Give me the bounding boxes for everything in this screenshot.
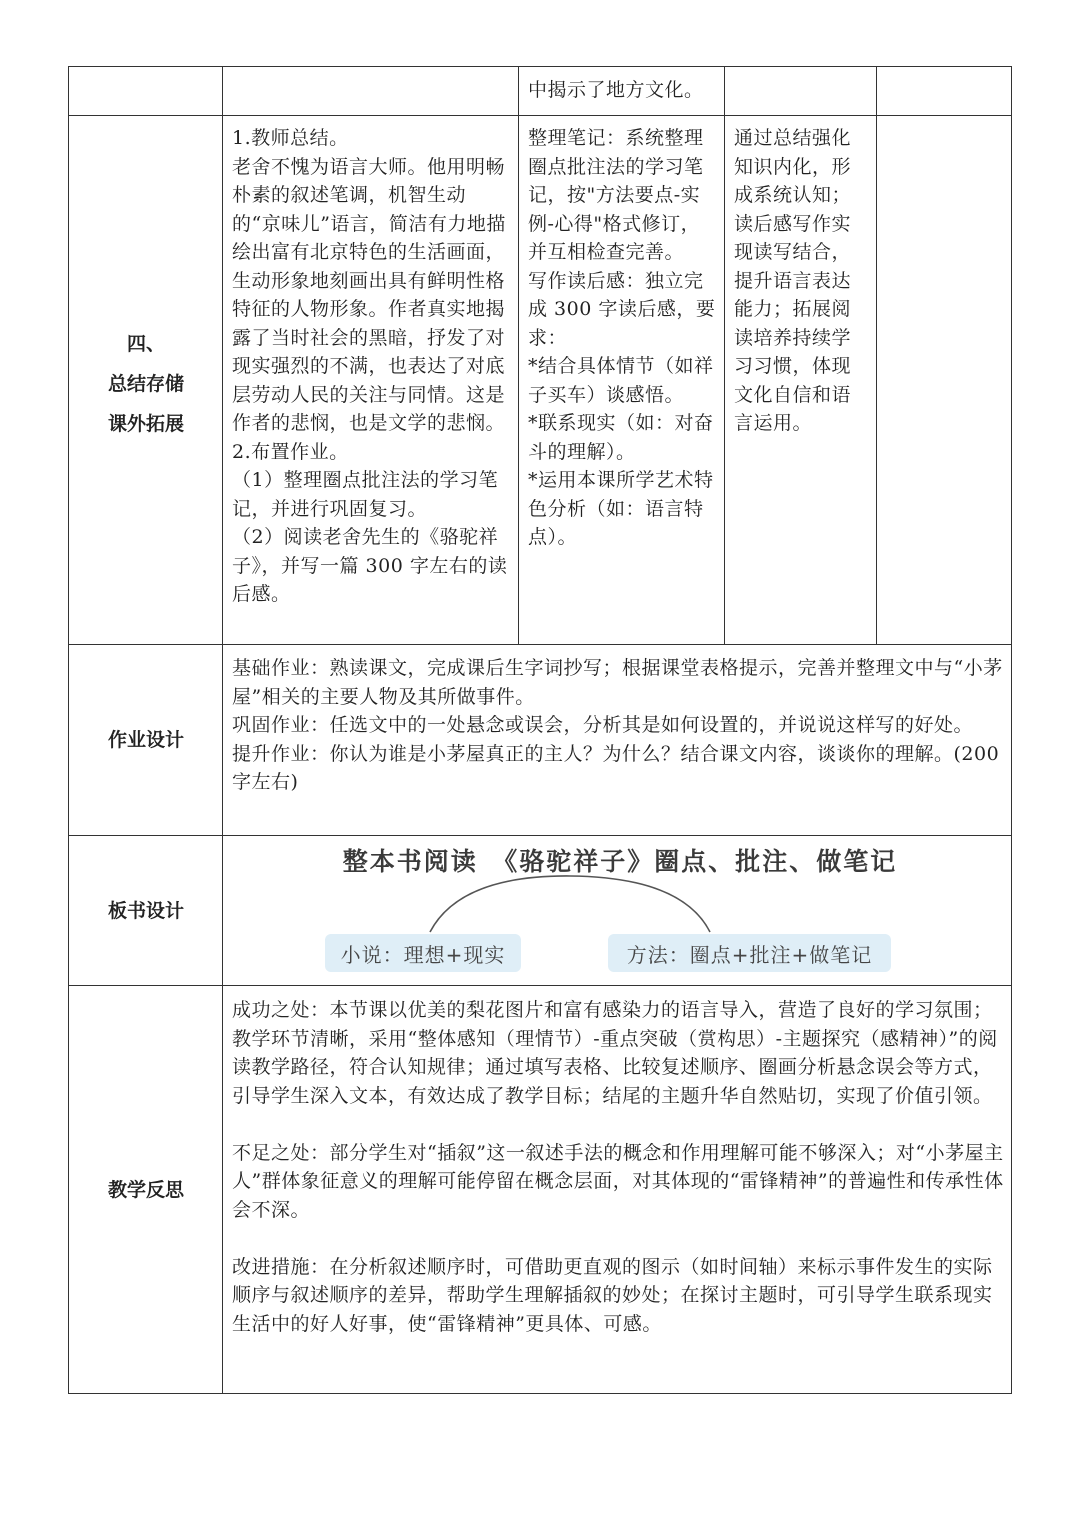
table-border-right <box>1011 66 1012 1394</box>
board-label: 板书设计 <box>107 899 184 922</box>
homework-content: 基础作业：熟读课文，完成课后生字词抄写；根据课堂表格提示，完善并整理文中与“小茅屋”相关的主要人物及其所做事件。 巩固作业：任选文中的一处悬念或误会，分析其是如何设置的，并说说这样写的好处。 提升作业：你认为谁是小茅屋真正的主人？为什么？结合课文内容，谈谈你的理解。(200 字左右) <box>232 657 1003 793</box>
column-divider-1 <box>222 66 223 1394</box>
column-divider-3 <box>724 66 725 645</box>
section4-design-intent: 通过总结强化知识内化，形成系统认知；读后感写作实现读写结合，提升语言表达能力；拓展阅读培养持续学习习惯，体现文化自信和语言运用。 <box>734 127 852 434</box>
homework-label: 作业设计 <box>107 729 184 751</box>
top-row-student-cell: 中揭示了地方文化。 <box>528 79 704 101</box>
board-left-pill: 小说：理想+现实 <box>325 934 521 972</box>
table-border-bottom <box>68 1393 1012 1394</box>
reflection-label: 教学反思 <box>107 1178 184 1201</box>
section4-teacher-activity: 1.教师总结。 老舍不愧为语言大师。他用明畅朴素的叙述笔调，机智生动的“京味儿”语言，简洁有力地描绘出富有北京特色的生活画面，生动形象地刻画出具有鲜明性格特征的人物形象。作者真实地揭露了当时社会的黑暗，抒发了对现实强烈的不满，也表达了对底层劳动人民的关注与同情。这是作者的悲悯，也是文学的悲悯。 2.布置作业。 （1）整理圈点批注法的学习笔记，并进行巩固复习。 （2）阅读老舍先生的《骆驼祥子》，并写一篇 300 字左右的读后感。 <box>232 127 508 605</box>
board-right-pill: 方法：圈点+批注+做笔记 <box>608 934 891 972</box>
section4-student-activity: 整理笔记：系统整理圈点批注法的学习笔记，按"方法要点-实例-心得"格式修订，并互相检查完善。 写作读后感：独立完成 300 字读后感，要求： *结合具体情节（如祥子买车）谈感悟。 *联系现实（如：对奋斗的理解）。 *运用本课所学艺术特色分析（如：语言特点）。 <box>528 127 716 548</box>
section4-label-line-3: 课外拓展 <box>107 413 184 435</box>
section4-label-line-2: 总结存储 <box>107 373 184 395</box>
reflection-content: 成功之处：本节课以优美的梨花图片和富有感染力的语言导入，营造了良好的学习氛围；教学环节清晰，采用“整体感知（理情节）-重点突破（赏构思）-主题探究（感精神）”的阅读教学路径，符合认知规律；通过填写表格、比较复述顺序、圈画分析悬念误会等方式，引导学生深入文本，有效达成了教学目标；结尾的主题升华自然贴切，实现了价值引领。 不足之处：部分学生对“插叙”这一叙述手法的概念和作用理解可能不够深入；对“小茅屋主人”群体象征意义的理解可能停留在概念层面，对其体现的“雷锋精神”的普遍性和传承性体会不深。 改进措施：在分析叙述顺序时，可借助更直观的图示（如时间轴）来标示事件发生的实际顺序与叙述顺序的差异，帮助学生理解插叙的妙处；在探讨主题时，可引导学生联系现实生活中的好人好事，使“雷锋精神”更具体、可感。 <box>232 999 1004 1335</box>
column-divider-2 <box>518 66 519 645</box>
board-arc-connector <box>420 870 720 940</box>
section4-label <box>70 116 222 644</box>
table-border-top <box>68 66 1012 67</box>
board-title: 整本书阅读 《骆驼祥子》圈点、批注、做笔记 <box>342 847 898 876</box>
section4-label-line-1: 四、 <box>126 333 165 355</box>
column-divider-4 <box>876 66 877 645</box>
